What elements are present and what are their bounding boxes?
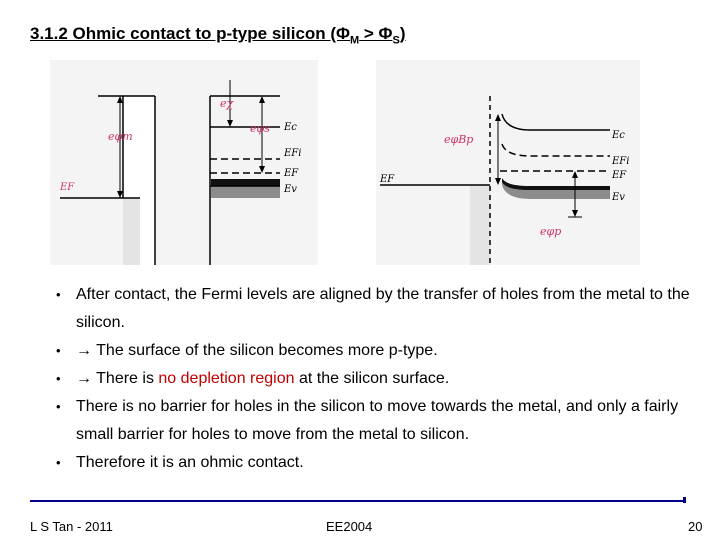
svg-text:EFi: EFi: [284, 148, 302, 159]
svg-text:Ev: Ev: [612, 192, 625, 203]
svg-text:Ev: Ev: [284, 184, 297, 195]
slide-title: 3.1.2 Ohmic contact to p-type silicon $(\Phi_M > \Phi_S)$: [30, 24, 406, 47]
footer-page-number: 20: [688, 519, 703, 534]
svg-text:eφs: eφs: [250, 122, 270, 135]
footer-course: EE2004: [326, 519, 373, 534]
svg-text:eφBp: eφBp: [444, 133, 474, 146]
bullet-1: • After contact, the Fermi levels are aligned by the transfer of holes from the metal to the silicon.: [56, 286, 690, 331]
svg-text:eφm: eφm: [108, 130, 133, 143]
arrow-icon: →: [76, 370, 92, 387]
bullet-list: [56, 281, 696, 477]
valence-band-left: [211, 186, 280, 198]
footer-author: L S Tan - 2011: [30, 519, 113, 534]
svg-text:eχ: eχ: [220, 97, 234, 110]
svg-text:EF: EF: [612, 170, 627, 181]
arrow-icon: →: [76, 342, 92, 359]
bullet-3: • → There is no depletion region at the silicon surface.: [56, 370, 450, 387]
footer-rule: [30, 500, 685, 502]
right-panel-bg: [376, 60, 640, 265]
left-panel-bg: [50, 60, 318, 265]
svg-text:Ec: Ec: [284, 122, 297, 133]
svg-text:EF: EF: [60, 182, 75, 193]
svg-text:Ec: Ec: [612, 130, 625, 141]
after-contact-diagram: [376, 60, 640, 265]
metal-filled-region-right: [470, 185, 490, 265]
svg-text:EFi: EFi: [612, 156, 630, 167]
band-diagram: [40, 60, 650, 270]
footer-rule-end: [683, 497, 686, 503]
bullet-5: • Therefore it is an ohmic contact.: [56, 454, 304, 471]
bullet-4: • There is no barrier for holes in the silicon to move towards the metal, and only a fairly small barrier for holes to move from the metal to silicon.: [56, 398, 679, 443]
svg-text:EF: EF: [380, 174, 395, 185]
svg-text:eφp: eφp: [540, 225, 562, 238]
bullet-2: • → The surface of the silicon becomes more p-type.: [56, 342, 438, 359]
svg-text:EF: EF: [284, 168, 299, 179]
metal-filled-region: [123, 198, 140, 265]
before-contact-diagram: [50, 60, 318, 265]
